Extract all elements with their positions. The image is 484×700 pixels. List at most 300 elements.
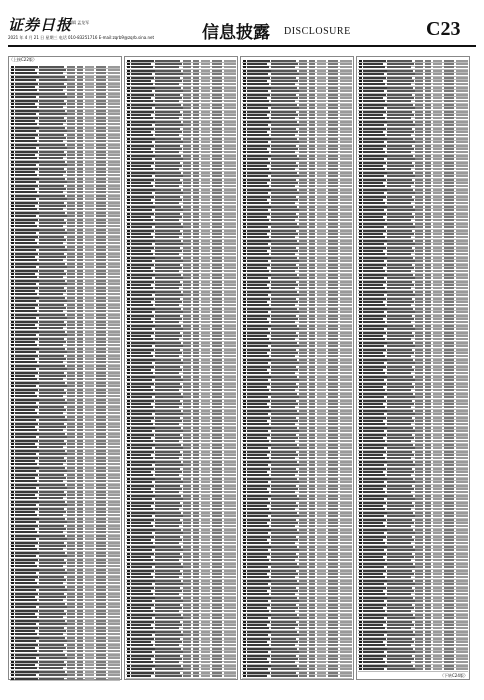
table-cell bbox=[224, 488, 236, 490]
table-cell bbox=[299, 366, 307, 368]
table-cell bbox=[39, 117, 64, 119]
table-cell bbox=[340, 376, 352, 378]
table-cell bbox=[328, 257, 338, 259]
table-cell bbox=[108, 569, 120, 571]
table-cell bbox=[309, 172, 315, 174]
table-cell bbox=[340, 522, 352, 524]
table-cell bbox=[96, 307, 106, 309]
table-cell bbox=[243, 257, 246, 259]
table-cell bbox=[155, 614, 181, 616]
table-cell bbox=[183, 328, 191, 330]
table-cell bbox=[247, 189, 271, 191]
table-cell bbox=[127, 423, 130, 425]
table-cell bbox=[15, 528, 35, 530]
table-cell bbox=[85, 599, 94, 601]
table-cell bbox=[67, 521, 75, 523]
table-cell bbox=[340, 434, 352, 436]
table-cell bbox=[271, 638, 296, 640]
table-cell bbox=[317, 83, 326, 85]
table-cell bbox=[85, 378, 94, 380]
table-cell bbox=[11, 538, 14, 540]
table-cell bbox=[201, 148, 210, 150]
table-cell bbox=[193, 634, 199, 636]
table-cell bbox=[340, 478, 352, 480]
table-cell bbox=[67, 389, 75, 391]
table-cell bbox=[328, 423, 338, 425]
table-cell bbox=[77, 324, 83, 326]
table-cell bbox=[15, 361, 37, 363]
table-cell bbox=[183, 488, 191, 490]
table-cell bbox=[224, 573, 236, 575]
table-cell bbox=[328, 60, 338, 62]
table-cell bbox=[77, 531, 83, 533]
table-cell bbox=[317, 264, 326, 266]
table-cell bbox=[317, 332, 326, 334]
table-cell bbox=[309, 83, 315, 85]
table-cell bbox=[85, 593, 94, 595]
table-cell bbox=[155, 192, 183, 194]
table-cell bbox=[15, 290, 35, 292]
table-cell bbox=[15, 123, 37, 125]
table-cell bbox=[96, 127, 106, 129]
table-cell bbox=[127, 325, 130, 327]
table-cell bbox=[212, 457, 222, 459]
table-cell bbox=[155, 566, 183, 568]
table-cell bbox=[212, 308, 222, 310]
table-cell bbox=[328, 97, 338, 99]
table-cell bbox=[247, 655, 270, 657]
table-cell bbox=[309, 155, 315, 157]
table-cell bbox=[309, 519, 315, 521]
table-cell bbox=[96, 671, 106, 673]
table-cell bbox=[433, 63, 442, 65]
table-cell bbox=[328, 281, 338, 283]
table-cell bbox=[212, 97, 222, 99]
table-cell bbox=[299, 478, 307, 480]
table-cell bbox=[247, 641, 267, 643]
table-cell bbox=[247, 199, 267, 201]
table-cell bbox=[155, 668, 183, 670]
table-cell bbox=[39, 647, 66, 649]
table-cell bbox=[85, 130, 94, 132]
table-cell bbox=[96, 552, 106, 554]
table-cell bbox=[85, 120, 94, 122]
table-cell bbox=[96, 654, 106, 656]
table-cell bbox=[224, 600, 236, 602]
table-cell bbox=[96, 518, 106, 520]
table-cell bbox=[340, 665, 352, 667]
table-cell bbox=[85, 589, 94, 591]
table-cell bbox=[317, 90, 326, 92]
table-cell bbox=[77, 368, 83, 370]
table-cell bbox=[317, 145, 326, 147]
table-cell bbox=[201, 604, 210, 606]
table-cell bbox=[183, 206, 191, 208]
table-cell bbox=[127, 274, 130, 276]
table-cell bbox=[85, 559, 94, 561]
table-cell bbox=[11, 460, 14, 462]
table-cell bbox=[328, 403, 338, 405]
table-cell bbox=[309, 308, 315, 310]
table-cell bbox=[131, 236, 153, 238]
table-cell bbox=[15, 321, 38, 323]
table-cell bbox=[77, 276, 83, 278]
table-cell bbox=[317, 219, 326, 221]
table-cell bbox=[108, 654, 120, 656]
table-cell bbox=[77, 331, 83, 333]
table-cell bbox=[201, 437, 210, 439]
table-cell bbox=[108, 392, 120, 394]
table-cell bbox=[243, 141, 246, 143]
table-cell bbox=[193, 162, 199, 164]
table-cell bbox=[433, 80, 442, 82]
table-cell bbox=[67, 321, 75, 323]
table-cell bbox=[299, 427, 307, 429]
table-cell bbox=[155, 590, 182, 592]
table-cell bbox=[247, 63, 267, 65]
table-cell bbox=[11, 171, 14, 173]
table-cell bbox=[108, 208, 120, 210]
table-cell bbox=[243, 454, 246, 456]
table-cell bbox=[201, 355, 210, 357]
table-cell bbox=[271, 440, 295, 442]
table-cell bbox=[11, 168, 14, 170]
table-cell bbox=[201, 60, 210, 62]
table-cell bbox=[11, 657, 14, 659]
table-cell bbox=[39, 137, 66, 139]
table-cell bbox=[67, 137, 75, 139]
table-cell bbox=[271, 583, 299, 585]
table-cell bbox=[155, 155, 181, 157]
table-cell bbox=[224, 621, 236, 623]
table-cell bbox=[299, 474, 307, 476]
table-cell bbox=[247, 651, 268, 653]
table-cell bbox=[15, 208, 37, 210]
table-cell bbox=[108, 586, 120, 588]
table-cell bbox=[77, 151, 83, 153]
table-cell bbox=[39, 127, 65, 129]
table-cell bbox=[193, 70, 199, 72]
table-cell bbox=[108, 185, 120, 187]
table-cell bbox=[317, 175, 326, 177]
table-cell bbox=[127, 532, 130, 534]
table-cell bbox=[39, 538, 67, 540]
table-cell bbox=[317, 420, 326, 422]
table-cell bbox=[96, 154, 106, 156]
table-cell bbox=[340, 508, 352, 510]
table-cell bbox=[11, 576, 14, 578]
table-cell bbox=[212, 162, 222, 164]
table-cell bbox=[77, 283, 83, 285]
table-cell bbox=[271, 141, 299, 143]
table-cell bbox=[363, 63, 383, 65]
table-cell bbox=[108, 647, 120, 649]
table-cell bbox=[96, 120, 106, 122]
table-cell bbox=[183, 219, 191, 221]
table-cell bbox=[96, 86, 106, 88]
table-cell bbox=[309, 332, 315, 334]
table-cell bbox=[247, 121, 271, 123]
table-cell bbox=[39, 661, 64, 663]
table-cell bbox=[39, 521, 67, 523]
table-cell bbox=[340, 468, 352, 470]
table-cell bbox=[328, 481, 338, 483]
table-cell bbox=[193, 437, 199, 439]
table-cell bbox=[11, 429, 14, 431]
table-cell bbox=[271, 134, 295, 136]
table-cell bbox=[243, 525, 246, 527]
table-cell bbox=[201, 111, 210, 113]
table-cell bbox=[243, 515, 246, 517]
table-cell bbox=[317, 151, 326, 153]
table-cell bbox=[299, 206, 307, 208]
table-cell bbox=[67, 616, 75, 618]
table-cell bbox=[224, 457, 236, 459]
table-cell bbox=[155, 621, 180, 623]
table-cell bbox=[309, 508, 315, 510]
table-cell bbox=[131, 427, 155, 429]
table-cell bbox=[328, 219, 338, 221]
table-cell bbox=[67, 83, 75, 85]
table-cell bbox=[299, 634, 307, 636]
table-cell bbox=[108, 555, 120, 557]
table-cell bbox=[193, 386, 199, 388]
table-cell bbox=[243, 202, 246, 204]
table-cell bbox=[212, 502, 222, 504]
table-cell bbox=[224, 638, 236, 640]
table-cell bbox=[415, 83, 423, 85]
table-cell bbox=[183, 94, 191, 96]
table-cell bbox=[201, 502, 210, 504]
table-cell bbox=[212, 434, 222, 436]
table-cell bbox=[243, 90, 246, 92]
table-cell bbox=[15, 259, 37, 261]
table-cell bbox=[317, 301, 326, 303]
table-cell bbox=[328, 386, 338, 388]
table-cell bbox=[224, 604, 236, 606]
table-cell bbox=[39, 300, 67, 302]
table-cell bbox=[127, 468, 130, 470]
table-cell bbox=[224, 338, 236, 340]
table-cell bbox=[183, 287, 191, 289]
table-cell bbox=[85, 276, 94, 278]
table-cell bbox=[328, 668, 338, 670]
table-cell bbox=[39, 596, 66, 598]
table-cell bbox=[340, 457, 352, 459]
table-cell bbox=[77, 178, 83, 180]
table-cell bbox=[85, 603, 94, 605]
table-cell bbox=[299, 495, 307, 497]
table-cell bbox=[271, 145, 296, 147]
table-cell bbox=[39, 375, 66, 377]
table-cell bbox=[247, 668, 268, 670]
table-cell bbox=[193, 60, 199, 62]
table-cell bbox=[224, 383, 236, 385]
table-cell bbox=[108, 528, 120, 530]
table-cell bbox=[317, 223, 326, 225]
table-cell bbox=[108, 395, 120, 397]
table-cell bbox=[224, 366, 236, 368]
table-cell bbox=[96, 623, 106, 625]
table-cell bbox=[77, 358, 83, 360]
table-cell bbox=[444, 60, 454, 62]
table-cell bbox=[155, 233, 182, 235]
table-cell bbox=[243, 60, 246, 62]
table-cell bbox=[363, 73, 384, 75]
table-cell bbox=[212, 658, 222, 660]
table-cell bbox=[328, 485, 338, 487]
table-cell bbox=[39, 331, 65, 333]
table-cell bbox=[67, 219, 75, 221]
table-cell bbox=[85, 535, 94, 537]
table-cell bbox=[299, 199, 307, 201]
table-cell bbox=[340, 257, 352, 259]
table-cell bbox=[309, 447, 315, 449]
table-cell bbox=[108, 76, 120, 78]
table-cell bbox=[212, 512, 222, 514]
table-cell bbox=[299, 553, 307, 555]
table-cell bbox=[39, 205, 66, 207]
table-cell bbox=[243, 338, 246, 340]
table-cell bbox=[299, 267, 307, 269]
table-cell bbox=[309, 648, 315, 650]
table-cell bbox=[247, 226, 268, 228]
table-cell bbox=[415, 87, 423, 89]
table-cell bbox=[271, 185, 295, 187]
table-cell bbox=[201, 651, 210, 653]
table-cell bbox=[96, 232, 106, 234]
table-cell bbox=[15, 127, 39, 129]
table-cell bbox=[183, 641, 191, 643]
table-cell bbox=[77, 215, 83, 217]
table-cell bbox=[201, 233, 210, 235]
table-cell bbox=[309, 192, 315, 194]
table-cell bbox=[309, 128, 315, 130]
table-cell bbox=[340, 114, 352, 116]
table-cell bbox=[96, 113, 106, 115]
table-cell bbox=[85, 154, 94, 156]
table-cell bbox=[271, 580, 297, 582]
table-cell bbox=[271, 345, 299, 347]
table-cell bbox=[243, 124, 246, 126]
table-cell bbox=[96, 219, 106, 221]
table-cell bbox=[155, 94, 180, 96]
table-cell bbox=[11, 147, 14, 149]
table-cell bbox=[212, 145, 222, 147]
table-cell bbox=[11, 593, 14, 595]
table-cell bbox=[243, 665, 246, 667]
table-cell bbox=[247, 665, 271, 667]
table-cell bbox=[108, 168, 120, 170]
table-cell bbox=[96, 467, 106, 469]
table-cell bbox=[201, 461, 210, 463]
table-cell bbox=[127, 570, 130, 572]
table-cell bbox=[131, 155, 155, 157]
table-cell bbox=[340, 141, 352, 143]
table-cell bbox=[67, 253, 75, 255]
table-cell bbox=[131, 502, 154, 504]
table-cell bbox=[387, 60, 412, 62]
table-cell bbox=[11, 351, 14, 353]
table-cell bbox=[299, 349, 307, 351]
table-cell bbox=[127, 124, 130, 126]
table-cell bbox=[309, 73, 315, 75]
table-cell bbox=[212, 539, 222, 541]
table-cell bbox=[67, 470, 75, 472]
table-cell bbox=[299, 60, 307, 62]
table-cell bbox=[96, 548, 106, 550]
table-cell bbox=[108, 154, 120, 156]
table-cell bbox=[96, 491, 106, 493]
table-cell bbox=[127, 491, 130, 493]
table-cell bbox=[155, 512, 181, 514]
table-cell bbox=[247, 165, 267, 167]
table-cell bbox=[77, 545, 83, 547]
table-cell bbox=[77, 130, 83, 132]
table-cell bbox=[85, 147, 94, 149]
table-cell bbox=[131, 298, 154, 300]
table-cell bbox=[271, 597, 297, 599]
table-cell bbox=[127, 512, 130, 514]
table-cell bbox=[127, 522, 130, 524]
table-cell bbox=[85, 389, 94, 391]
table-cell bbox=[212, 600, 222, 602]
table-cell bbox=[317, 508, 326, 510]
table-cell bbox=[155, 206, 181, 208]
table-cell bbox=[328, 202, 338, 204]
table-cell bbox=[271, 179, 296, 181]
table-cell bbox=[39, 412, 63, 414]
table-cell bbox=[85, 215, 94, 217]
table-cell bbox=[212, 111, 222, 113]
table-cell bbox=[193, 284, 199, 286]
table-cell bbox=[108, 263, 120, 265]
table-cell bbox=[317, 168, 326, 170]
table-cell bbox=[340, 641, 352, 643]
table-cell bbox=[201, 63, 210, 65]
table-cell bbox=[340, 121, 352, 123]
table-cell bbox=[85, 586, 94, 588]
table-cell bbox=[131, 158, 152, 160]
table-cell bbox=[317, 515, 326, 517]
table-cell bbox=[77, 205, 83, 207]
table-cell bbox=[299, 223, 307, 225]
table-cell bbox=[193, 243, 199, 245]
table-cell bbox=[299, 175, 307, 177]
table-cell bbox=[201, 573, 210, 575]
table-cell bbox=[11, 569, 14, 571]
table-cell bbox=[247, 457, 269, 459]
table-cell bbox=[271, 182, 298, 184]
table-cell bbox=[77, 266, 83, 268]
table-cell bbox=[85, 164, 94, 166]
table-cell bbox=[11, 215, 14, 217]
table-cell bbox=[299, 219, 307, 221]
table-cell bbox=[39, 552, 65, 554]
table-cell bbox=[309, 151, 315, 153]
table-cell bbox=[193, 175, 199, 177]
table-cell bbox=[201, 515, 210, 517]
table-cell bbox=[212, 583, 222, 585]
table-cell bbox=[85, 395, 94, 397]
table-cell bbox=[271, 100, 295, 102]
table-cell bbox=[77, 535, 83, 537]
section-title-en: DISCLOSURE bbox=[284, 26, 351, 37]
table-cell bbox=[85, 491, 94, 493]
table-cell bbox=[212, 321, 222, 323]
table-cell bbox=[85, 674, 94, 676]
table-cell bbox=[224, 325, 236, 327]
